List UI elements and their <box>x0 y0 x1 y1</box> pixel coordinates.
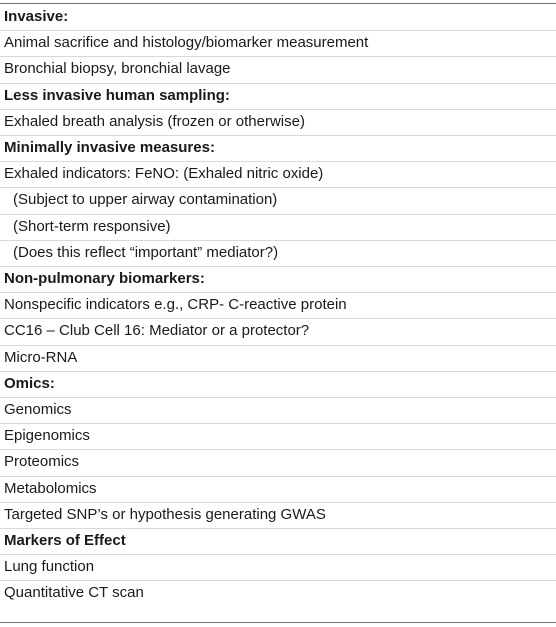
row-separator <box>0 397 556 398</box>
table-row: CC16 – Club Cell 16: Mediator or a protector? <box>4 322 310 339</box>
row-separator <box>0 371 556 372</box>
table-row: (Short-term responsive) <box>13 218 171 235</box>
table-row: Bronchial biopsy, bronchial lavage <box>4 60 231 77</box>
table-row: Animal sacrifice and histology/biomarker measurement <box>4 34 369 51</box>
table-row: Genomics <box>4 401 72 418</box>
section-heading: Omics: <box>4 375 55 392</box>
section-heading: Minimally invasive measures: <box>4 139 215 156</box>
table-row: Lung function <box>4 558 95 575</box>
section-heading: Invasive: <box>4 8 69 25</box>
table-row: Targeted SNP’s or hypothesis generating GWAS <box>4 506 326 523</box>
row-separator <box>0 345 556 346</box>
table-row: (Does this reflect “important” mediator?) <box>13 244 279 261</box>
table-row: (Subject to upper airway contamination) <box>13 191 278 208</box>
table-top-rule <box>0 3 556 4</box>
table-bottom-rule <box>0 622 556 623</box>
table-row: Nonspecific indicators e.g., CRP- C-reactive protein <box>4 296 347 313</box>
section-heading: Markers of Effect <box>4 532 126 549</box>
section-heading: Less invasive human sampling: <box>4 87 230 104</box>
row-separator <box>0 449 556 450</box>
section-heading: Non-pulmonary biomarkers: <box>4 270 205 287</box>
table-row: Exhaled breath analysis (frozen or otherwise) <box>4 113 305 130</box>
table-row: Metabolomics <box>4 480 97 497</box>
table-row: Quantitative CT scan <box>4 584 144 601</box>
table-row: Proteomics <box>4 453 80 470</box>
table-row: Epigenomics <box>4 427 90 444</box>
table-row: Exhaled indicators: FeNO: (Exhaled nitric oxide) <box>4 165 324 182</box>
table-row: Micro-RNA <box>4 349 78 366</box>
